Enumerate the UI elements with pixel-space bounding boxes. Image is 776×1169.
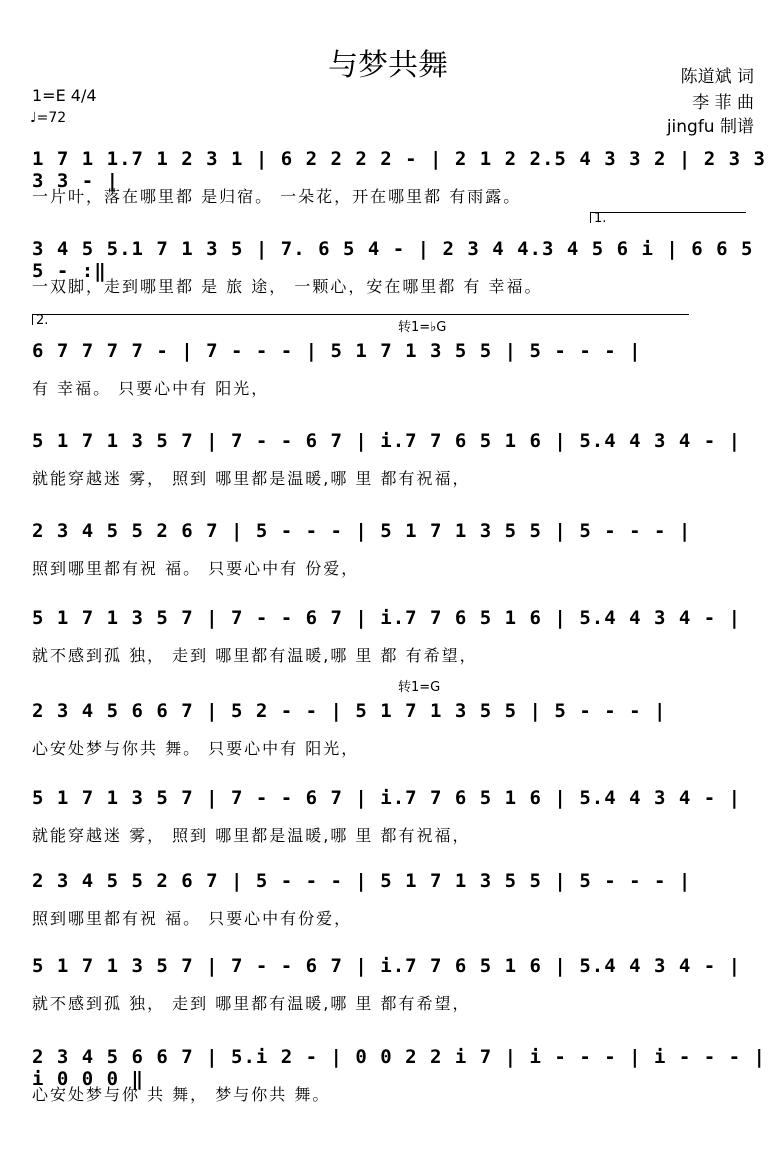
lyric-line: 照到哪里都有祝 福。 只要心中有 份爱， bbox=[32, 559, 360, 578]
lyric-line: 照到哪里都有祝 福。 只要心中有份爱， bbox=[32, 909, 353, 928]
volta-number: 2. bbox=[36, 313, 49, 328]
lyricist-credit: 陈道斌 词 bbox=[680, 67, 754, 87]
composer-credit: 李 菲 曲 bbox=[692, 93, 754, 113]
score-system bbox=[0, 520, 776, 590]
score-system bbox=[0, 607, 776, 677]
notation-line: 2 3 4 5 6 6 7 | 5.i 2 - | 0 0 2 2 i 7 | i - - - | i - - - | i 0 0 0 ‖ bbox=[32, 1046, 766, 1090]
score-system bbox=[0, 313, 776, 410]
notation-line: 3 4 5 5.1 7 1 3 5 | 7. 6 5 4 - | 2 3 4 4.3 4 5 6 i | 6 6 5 5 - :‖ bbox=[32, 238, 754, 282]
notation-line: 2 3 4 5 6 6 7 | 5 2 - - | 5 1 7 1 3 5 5 | 5 - - - | bbox=[32, 700, 667, 722]
lyric-line: 就不感到孤 独， 走到 哪里都有温暖,哪 里 都有希望， bbox=[32, 994, 471, 1013]
notation-line: 6 7 7 7 7 - | 7 - - - | 5 1 7 1 3 5 5 | 5 - - - | bbox=[32, 340, 642, 362]
lyric-line: 就能穿越迷 雾， 照到 哪里都是温暖,哪 里 都有祝福， bbox=[32, 469, 471, 488]
volta-bracket bbox=[590, 211, 746, 226]
key-signature: 1=E 4/4 bbox=[32, 86, 97, 105]
notation-line: 2 3 4 5 5 2 6 7 | 5 - - - | 5 1 7 1 3 5 5 | 5 - - - | bbox=[32, 870, 692, 892]
modulation-mark: 转1=G bbox=[398, 680, 441, 695]
notation-line: 1 7 1 1.7 1 2 3 1 | 6 2 2 2 2 - | 2 1 2 2.5 4 3 3 2 | 2 3 3 3 3 - | bbox=[32, 148, 766, 192]
score-system bbox=[0, 211, 776, 308]
lyric-line: 心安处梦与你共 舞。 只要心中有 阳光， bbox=[32, 739, 360, 758]
maker-credit: jingfu 制谱 bbox=[666, 117, 754, 137]
volta-number: 1. bbox=[594, 211, 607, 226]
score-system bbox=[0, 680, 776, 770]
notation-line: 2 3 4 5 5 2 6 7 | 5 - - - | 5 1 7 1 3 5 5 | 5 - - - | bbox=[32, 520, 692, 542]
song-title: 与梦共舞 bbox=[328, 48, 448, 83]
score-system bbox=[0, 787, 776, 857]
score-system bbox=[0, 955, 776, 1025]
score-system bbox=[0, 870, 776, 940]
score-system bbox=[0, 430, 776, 500]
lyric-line: 心安处梦与你 共 舞， 梦与你共 舞。 bbox=[32, 1085, 331, 1104]
lyric-line: 就能穿越迷 雾， 照到 哪里都是温暖,哪 里 都有祝福， bbox=[32, 826, 471, 845]
score-system bbox=[0, 1046, 776, 1116]
notation-line: 5 1 7 1 3 5 7 | 7 - - 6 7 | i.7 7 6 5 1 6 | 5.4 4 3 4 - | bbox=[32, 787, 742, 809]
lyric-line: 就不感到孤 独， 走到 哪里都有温暖,哪 里 都 有希望， bbox=[32, 646, 478, 665]
lyric-line: 有 幸福。 只要心中有 阳光， bbox=[32, 379, 270, 398]
tempo-mark: ♩=72 bbox=[30, 110, 67, 126]
notation-line: 5 1 7 1 3 5 7 | 7 - - 6 7 | i.7 7 6 5 1 6 | 5.4 4 3 4 - | bbox=[32, 607, 742, 629]
modulation-mark: 转1=♭G bbox=[398, 320, 447, 335]
score-system bbox=[0, 148, 776, 218]
notation-line: 5 1 7 1 3 5 7 | 7 - - 6 7 | i.7 7 6 5 1 6 | 5.4 4 3 4 - | bbox=[32, 430, 742, 452]
lyric-line: 一片叶，落在哪里都 是归宿。 一朵花，开在哪里都 有雨露。 bbox=[32, 187, 522, 206]
notation-line: 5 1 7 1 3 5 7 | 7 - - 6 7 | i.7 7 6 5 1 6 | 5.4 4 3 4 - | bbox=[32, 955, 742, 977]
lyric-line: 一双脚，走到哪里都 是 旅 途， 一颗心，安在哪里都 有 幸福。 bbox=[32, 277, 543, 296]
